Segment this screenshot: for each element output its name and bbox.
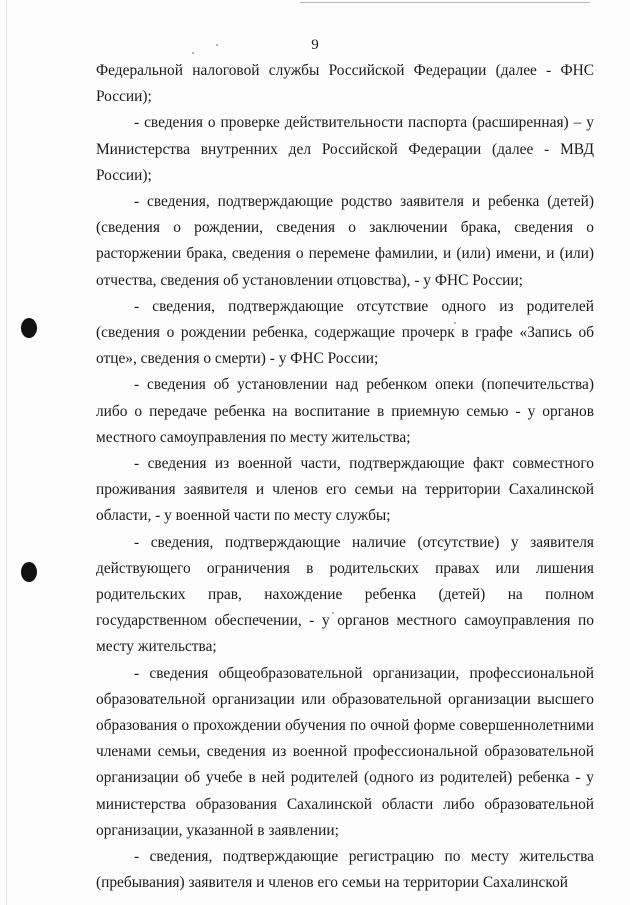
list-item-kinship: - сведения, подтверждающие родство заявителя и ребенка (детей) (сведения о рождении, сведения о заключении брака, сведения о расторжении брака, сведения о перемене фамилии, и (или) имени, и (или) отчества, сведения об установлении отцовства), - у ФНС России; bbox=[96, 193, 594, 289]
list-item-registration: - сведения, подтверждающие регистрацию по месту жительства (пребывания) заявителя и членов его семьи на территории Сахалинской bbox=[96, 848, 594, 892]
binder-hole-bottom bbox=[21, 562, 37, 582]
list-item-parental-rights: - сведения, подтверждающие наличие (отсутствие) у заявителя действующего ограничения в родительских правах или лишения родительских прав, нахождение ребенка (детей) на полном государственном обеспечении, - у органов местного самоуправления по месту жительства; bbox=[96, 533, 594, 656]
scan-left-edge bbox=[6, 0, 7, 905]
document-body bbox=[96, 58, 594, 897]
list-item-guardianship: - сведения об установлении над ребенком опеки (попечительства) либо о передаче ребенка на воспитание в приемную семью - у органов местного самоуправления по месту жительства; bbox=[96, 376, 594, 446]
list-item-parent-absence: - сведения, подтверждающие отсутствие одного из родителей (сведения о рождении ребенка, содержащие прочерк в графе «Запись об отце», сведения о смерти) - у ФНС России; bbox=[96, 297, 594, 368]
list-item-military-unit: - сведения из военной части, подтверждающие факт совместного проживания заявителя и членов его семьи на территории Сахалинской области, - у военной части по месту службы; bbox=[96, 455, 594, 525]
scan-top-rule bbox=[300, 2, 590, 3]
list-item-passport-check: - сведения о проверке действительности паспорта (расширенная) – у Министерства внутренних дел Российской Федерации (далее - МВД России); bbox=[96, 114, 594, 184]
paragraph-continuation: Федеральной налоговой службы Российской Федерации (далее - ФНС России); bbox=[96, 62, 594, 106]
list-item-education: - сведения общеобразовательной организации, профессиональной образовательной организации или образовательной организации высшего образования о прохождении обучения по очной форме совершеннолетними членами семьи, сведения из военной профессиональной образовательной организации об учебе в ней родителей (одного из родителей) ребенка - у министерства образования Сахалинской области либо образовательной организации, указанной в заявлении; bbox=[96, 664, 594, 839]
binder-hole-top bbox=[21, 318, 37, 338]
page-number: 9 bbox=[311, 37, 319, 53]
